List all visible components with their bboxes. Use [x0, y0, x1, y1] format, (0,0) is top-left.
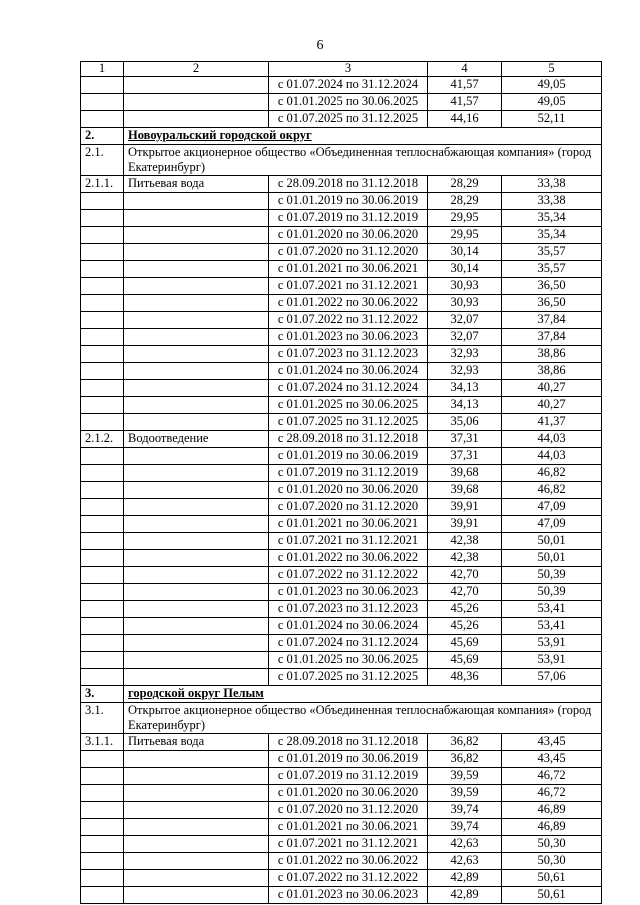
tariff-value-col5: 57,06 [502, 669, 602, 686]
empty-cell [124, 312, 269, 329]
tariff-value-col4: 41,57 [428, 77, 502, 94]
tariff-value-col5: 37,84 [502, 329, 602, 346]
table-row [81, 819, 602, 836]
tariff-value-col5: 46,72 [502, 785, 602, 802]
table-row [81, 836, 602, 853]
period-cell: с 01.01.2022 по 30.06.2022 [269, 550, 428, 567]
table-row [81, 734, 602, 751]
empty-cell [81, 380, 124, 397]
empty-cell [124, 652, 269, 669]
empty-cell [124, 414, 269, 431]
period-cell: с 01.07.2025 по 31.12.2025 [269, 111, 428, 128]
empty-cell [81, 193, 124, 210]
period-cell: с 01.01.2025 по 30.06.2025 [269, 652, 428, 669]
tariff-value-col4: 37,31 [428, 448, 502, 465]
empty-cell [124, 193, 269, 210]
period-cell: с 01.01.2022 по 30.06.2022 [269, 853, 428, 870]
empty-cell [124, 768, 269, 785]
empty-cell [124, 380, 269, 397]
tariff-value-col4: 39,68 [428, 465, 502, 482]
tariff-value-col4: 39,59 [428, 768, 502, 785]
tariff-value-col5: 47,09 [502, 499, 602, 516]
tariff-value-col4: 42,63 [428, 853, 502, 870]
table-row [81, 853, 602, 870]
table-row [81, 465, 602, 482]
period-cell: с 01.07.2023 по 31.12.2023 [269, 346, 428, 363]
empty-cell [124, 346, 269, 363]
item-number: 3.1.1. [81, 734, 124, 751]
empty-cell [124, 244, 269, 261]
tariff-value-col5: 50,61 [502, 887, 602, 904]
tariff-value-col4: 45,26 [428, 618, 502, 635]
tariff-value-col5: 50,39 [502, 567, 602, 584]
empty-cell [81, 397, 124, 414]
period-cell: с 01.07.2024 по 31.12.2024 [269, 77, 428, 94]
tariff-value-col4: 42,70 [428, 584, 502, 601]
organization-name: Открытое акционерное общество «Объединенная теплоснабжающая компания» (город Екатеринбург) [124, 703, 602, 734]
section-number: 3. [81, 686, 124, 703]
table-row [81, 193, 602, 210]
tariff-value-col5: 35,57 [502, 261, 602, 278]
empty-cell [124, 363, 269, 380]
tariff-value-col5: 50,01 [502, 533, 602, 550]
empty-cell [81, 363, 124, 380]
organization-number: 3.1. [81, 703, 124, 734]
empty-cell [81, 550, 124, 567]
empty-cell [124, 802, 269, 819]
empty-cell [124, 295, 269, 312]
empty-cell [81, 819, 124, 836]
empty-cell [124, 261, 269, 278]
tariff-value-col5: 36,50 [502, 295, 602, 312]
table-row [81, 111, 602, 128]
period-cell: с 01.01.2024 по 30.06.2024 [269, 618, 428, 635]
empty-cell [81, 499, 124, 516]
empty-cell [124, 397, 269, 414]
empty-cell [81, 618, 124, 635]
empty-cell [124, 635, 269, 652]
tariff-value-col4: 32,93 [428, 346, 502, 363]
table-row [81, 601, 602, 618]
tariff-value-col4: 41,57 [428, 94, 502, 111]
tariff-value-col5: 44,03 [502, 431, 602, 448]
period-cell: с 01.01.2023 по 30.06.2023 [269, 584, 428, 601]
empty-cell [124, 601, 269, 618]
empty-cell [81, 312, 124, 329]
period-cell: с 01.07.2020 по 31.12.2020 [269, 244, 428, 261]
empty-cell [81, 887, 124, 904]
empty-cell [81, 768, 124, 785]
tariff-value-col5: 35,57 [502, 244, 602, 261]
tariff-value-col5: 49,05 [502, 77, 602, 94]
empty-cell [81, 635, 124, 652]
empty-cell [81, 295, 124, 312]
section-title: Новоуральский городской округ [124, 128, 602, 145]
tariff-value-col5: 43,45 [502, 734, 602, 751]
empty-cell [81, 261, 124, 278]
organization-row [81, 703, 602, 734]
period-cell: с 01.01.2025 по 30.06.2025 [269, 94, 428, 111]
empty-cell [81, 77, 124, 94]
tariff-value-col4: 42,89 [428, 870, 502, 887]
tariff-value-col5: 46,82 [502, 465, 602, 482]
empty-cell [124, 785, 269, 802]
table-row [81, 652, 602, 669]
empty-cell [124, 499, 269, 516]
period-cell: с 01.01.2023 по 30.06.2023 [269, 329, 428, 346]
empty-cell [124, 516, 269, 533]
period-cell: с 28.09.2018 по 31.12.2018 [269, 431, 428, 448]
empty-cell [124, 853, 269, 870]
period-cell: с 01.07.2025 по 31.12.2025 [269, 414, 428, 431]
empty-cell [81, 346, 124, 363]
table-row [81, 210, 602, 227]
period-cell: с 01.07.2022 по 31.12.2022 [269, 870, 428, 887]
empty-cell [81, 94, 124, 111]
column-header-4: 4 [428, 62, 502, 77]
tariff-value-col4: 35,06 [428, 414, 502, 431]
table-row [81, 278, 602, 295]
tariff-value-col5: 46,82 [502, 482, 602, 499]
empty-cell [124, 278, 269, 295]
table-row [81, 567, 602, 584]
section-row [81, 128, 602, 145]
empty-cell [81, 533, 124, 550]
tariff-value-col4: 28,29 [428, 176, 502, 193]
tariff-value-col5: 50,30 [502, 853, 602, 870]
empty-cell [81, 669, 124, 686]
table-row [81, 244, 602, 261]
service-name: Питьевая вода [124, 176, 269, 193]
empty-cell [124, 227, 269, 244]
tariff-value-col4: 32,07 [428, 329, 502, 346]
tariff-value-col4: 42,70 [428, 567, 502, 584]
section-number: 2. [81, 128, 124, 145]
tariff-value-col4: 42,63 [428, 836, 502, 853]
empty-cell [124, 94, 269, 111]
empty-cell [81, 584, 124, 601]
table-row [81, 482, 602, 499]
table-row [81, 870, 602, 887]
empty-cell [81, 210, 124, 227]
table-row [81, 499, 602, 516]
tariff-value-col5: 37,84 [502, 312, 602, 329]
tariff-value-col4: 30,14 [428, 244, 502, 261]
tariff-value-col5: 44,03 [502, 448, 602, 465]
tariff-value-col5: 38,86 [502, 363, 602, 380]
empty-cell [81, 751, 124, 768]
empty-cell [81, 111, 124, 128]
empty-cell [124, 618, 269, 635]
empty-cell [81, 414, 124, 431]
tariff-table-body [81, 62, 602, 904]
tariff-value-col5: 50,39 [502, 584, 602, 601]
tariff-value-col5: 35,34 [502, 210, 602, 227]
period-cell: с 01.01.2020 по 30.06.2020 [269, 482, 428, 499]
period-cell: с 01.01.2019 по 30.06.2019 [269, 751, 428, 768]
organization-number: 2.1. [81, 145, 124, 176]
tariff-value-col4: 44,16 [428, 111, 502, 128]
table-row [81, 77, 602, 94]
table-row [81, 176, 602, 193]
tariff-value-col5: 47,09 [502, 516, 602, 533]
period-cell: с 01.01.2019 по 30.06.2019 [269, 448, 428, 465]
empty-cell [81, 244, 124, 261]
table-row [81, 329, 602, 346]
table-row [81, 312, 602, 329]
item-number: 2.1.2. [81, 431, 124, 448]
empty-cell [124, 111, 269, 128]
empty-cell [81, 567, 124, 584]
service-name: Водоотведение [124, 431, 269, 448]
tariff-value-col5: 50,61 [502, 870, 602, 887]
empty-cell [124, 887, 269, 904]
tariff-value-col5: 41,37 [502, 414, 602, 431]
table-row [81, 346, 602, 363]
tariff-value-col4: 32,93 [428, 363, 502, 380]
period-cell: с 01.01.2022 по 30.06.2022 [269, 295, 428, 312]
tariff-value-col5: 33,38 [502, 193, 602, 210]
column-number-row [81, 62, 602, 77]
tariff-value-col4: 39,91 [428, 499, 502, 516]
tariff-value-col5: 33,38 [502, 176, 602, 193]
empty-cell [81, 516, 124, 533]
tariff-value-col5: 46,89 [502, 802, 602, 819]
tariff-value-col5: 52,11 [502, 111, 602, 128]
table-row [81, 887, 602, 904]
tariff-value-col4: 39,74 [428, 819, 502, 836]
tariff-value-col4: 39,74 [428, 802, 502, 819]
tariff-value-col4: 34,13 [428, 380, 502, 397]
empty-cell [81, 227, 124, 244]
empty-cell [124, 819, 269, 836]
tariff-value-col4: 30,93 [428, 295, 502, 312]
tariff-value-col5: 36,50 [502, 278, 602, 295]
table-row [81, 669, 602, 686]
tariff-value-col4: 39,68 [428, 482, 502, 499]
table-row [81, 295, 602, 312]
tariff-table [80, 61, 602, 904]
organization-row [81, 145, 602, 176]
tariff-value-col5: 40,27 [502, 397, 602, 414]
tariff-value-col4: 45,26 [428, 601, 502, 618]
tariff-value-col4: 34,13 [428, 397, 502, 414]
period-cell: с 01.07.2020 по 31.12.2020 [269, 499, 428, 516]
tariff-value-col4: 36,82 [428, 734, 502, 751]
empty-cell [124, 669, 269, 686]
empty-cell [81, 836, 124, 853]
tariff-value-col5: 40,27 [502, 380, 602, 397]
tariff-value-col5: 46,72 [502, 768, 602, 785]
table-row [81, 584, 602, 601]
page-number: 6 [316, 38, 324, 53]
tariff-value-col5: 38,86 [502, 346, 602, 363]
period-cell: с 01.07.2020 по 31.12.2020 [269, 802, 428, 819]
empty-cell [81, 329, 124, 346]
tariff-value-col5: 53,41 [502, 601, 602, 618]
empty-cell [124, 550, 269, 567]
period-cell: с 28.09.2018 по 31.12.2018 [269, 176, 428, 193]
period-cell: с 01.07.2019 по 31.12.2019 [269, 210, 428, 227]
section-row [81, 686, 602, 703]
empty-cell [124, 329, 269, 346]
tariff-value-col4: 30,14 [428, 261, 502, 278]
empty-cell [124, 870, 269, 887]
table-row [81, 550, 602, 567]
empty-cell [81, 448, 124, 465]
table-row [81, 516, 602, 533]
empty-cell [124, 836, 269, 853]
tariff-value-col4: 29,95 [428, 227, 502, 244]
tariff-value-col4: 36,82 [428, 751, 502, 768]
table-row [81, 380, 602, 397]
period-cell: с 01.07.2021 по 31.12.2021 [269, 836, 428, 853]
period-cell: с 01.07.2025 по 31.12.2025 [269, 669, 428, 686]
table-row [81, 635, 602, 652]
tariff-value-col4: 48,36 [428, 669, 502, 686]
tariff-value-col5: 50,01 [502, 550, 602, 567]
column-header-3: 3 [269, 62, 428, 77]
period-cell: с 01.01.2021 по 30.06.2021 [269, 261, 428, 278]
empty-cell [81, 652, 124, 669]
period-cell: с 01.07.2022 по 31.12.2022 [269, 312, 428, 329]
table-row [81, 94, 602, 111]
tariff-value-col4: 42,38 [428, 550, 502, 567]
tariff-value-col4: 28,29 [428, 193, 502, 210]
tariff-value-col4: 42,38 [428, 533, 502, 550]
tariff-value-col5: 49,05 [502, 94, 602, 111]
empty-cell [124, 465, 269, 482]
tariff-value-col4: 39,59 [428, 785, 502, 802]
period-cell: с 28.09.2018 по 31.12.2018 [269, 734, 428, 751]
empty-cell [81, 601, 124, 618]
empty-cell [81, 870, 124, 887]
table-row [81, 751, 602, 768]
empty-cell [81, 785, 124, 802]
column-header-5: 5 [502, 62, 602, 77]
tariff-value-col5: 43,45 [502, 751, 602, 768]
period-cell: с 01.01.2019 по 30.06.2019 [269, 193, 428, 210]
period-cell: с 01.07.2024 по 31.12.2024 [269, 635, 428, 652]
table-row [81, 397, 602, 414]
period-cell: с 01.01.2023 по 30.06.2023 [269, 887, 428, 904]
period-cell: с 01.01.2024 по 30.06.2024 [269, 363, 428, 380]
table-row [81, 363, 602, 380]
table-row [81, 802, 602, 819]
empty-cell [81, 802, 124, 819]
tariff-value-col4: 45,69 [428, 652, 502, 669]
tariff-value-col4: 37,31 [428, 431, 502, 448]
column-header-2: 2 [124, 62, 269, 77]
period-cell: с 01.01.2021 по 30.06.2021 [269, 516, 428, 533]
tariff-value-col4: 32,07 [428, 312, 502, 329]
tariff-value-col5: 50,30 [502, 836, 602, 853]
period-cell: с 01.01.2020 по 30.06.2020 [269, 785, 428, 802]
table-row [81, 448, 602, 465]
empty-cell [124, 210, 269, 227]
tariff-value-col5: 35,34 [502, 227, 602, 244]
table-row [81, 768, 602, 785]
tariff-value-col5: 53,41 [502, 618, 602, 635]
table-row [81, 618, 602, 635]
empty-cell [124, 448, 269, 465]
organization-name: Открытое акционерное общество «Объединенная теплоснабжающая компания» (город Екатеринбург) [124, 145, 602, 176]
period-cell: с 01.07.2019 по 31.12.2019 [269, 465, 428, 482]
empty-cell [81, 278, 124, 295]
empty-cell [124, 482, 269, 499]
tariff-value-col4: 42,89 [428, 887, 502, 904]
period-cell: с 01.07.2019 по 31.12.2019 [269, 768, 428, 785]
tariff-value-col5: 53,91 [502, 635, 602, 652]
period-cell: с 01.01.2020 по 30.06.2020 [269, 227, 428, 244]
table-row [81, 227, 602, 244]
tariff-value-col4: 45,69 [428, 635, 502, 652]
table-row [81, 431, 602, 448]
period-cell: с 01.07.2021 по 31.12.2021 [269, 278, 428, 295]
empty-cell [124, 584, 269, 601]
section-title: городской округ Пелым [124, 686, 602, 703]
period-cell: с 01.07.2023 по 31.12.2023 [269, 601, 428, 618]
period-cell: с 01.01.2025 по 30.06.2025 [269, 397, 428, 414]
tariff-value-col5: 46,89 [502, 819, 602, 836]
table-row [81, 414, 602, 431]
item-number: 2.1.1. [81, 176, 124, 193]
empty-cell [124, 751, 269, 768]
service-name: Питьевая вода [124, 734, 269, 751]
table-row [81, 533, 602, 550]
table-row [81, 261, 602, 278]
period-cell: с 01.07.2022 по 31.12.2022 [269, 567, 428, 584]
period-cell: с 01.07.2021 по 31.12.2021 [269, 533, 428, 550]
empty-cell [124, 77, 269, 94]
empty-cell [81, 853, 124, 870]
tariff-value-col4: 39,91 [428, 516, 502, 533]
empty-cell [81, 465, 124, 482]
tariff-value-col4: 29,95 [428, 210, 502, 227]
empty-cell [81, 482, 124, 499]
empty-cell [124, 567, 269, 584]
tariff-value-col4: 30,93 [428, 278, 502, 295]
column-header-1: 1 [81, 62, 124, 77]
tariff-value-col5: 53,91 [502, 652, 602, 669]
period-cell: с 01.07.2024 по 31.12.2024 [269, 380, 428, 397]
empty-cell [124, 533, 269, 550]
period-cell: с 01.01.2021 по 30.06.2021 [269, 819, 428, 836]
table-row [81, 785, 602, 802]
